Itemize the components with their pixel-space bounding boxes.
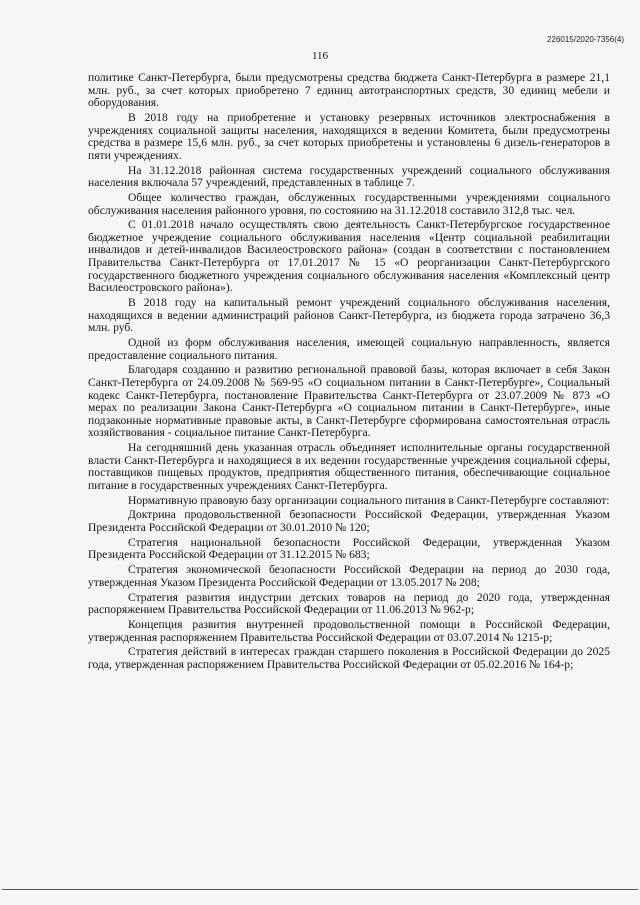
paragraph: На 31.12.2018 районная система государственных учреждений социального обслуживания населения включала 57 учреждений, представленных в таблице 7. — [88, 163, 610, 190]
paragraph: Одной из форм обслуживания населения, имеющей социальную направленность, является предоставление социального питания. — [88, 336, 610, 362]
page-bottom-edge — [2, 889, 638, 890]
list-item: Доктрина продовольственной безопасности Российской Федерации, утвержденная Указом Президента Российской Федерации от 30.01.2010 № 120; — [88, 508, 610, 535]
paragraph: Общее количество граждан, обслуженных государственными учреждениями социального обслуживания населения районного уровня, по состоянию на 31.12.2018 составило 312,8 тыс. чел. — [88, 190, 610, 217]
list-item: Стратегия развития индустрии детских товаров на период до 2020 года, утвержденная распоряжением Правительства Российской Федерации от 11.06.2013 № 962-р; — [88, 590, 610, 617]
paragraph: В 2018 году на капитальный ремонт учреждений социального обслуживания населения, находящихся в ведении администраций районов Санкт-Петербурга, из бюджета города затрачено 36,3 млн. руб. — [88, 296, 610, 335]
list-item: Стратегия экономической безопасности Российской Федерации на период до 2030 года, утвержденная Указом Президента Российской Федерации от 13.05.2017 № 208; — [88, 563, 610, 589]
paragraph: На сегодняшний день указанная отрасль объединяет исполнительные органы государственной власти Санкт-Петербурга и находящиеся в их ведении государственные учреждения социальной сферы, поставщиков пищевых продуктов, предприятия общественного питания, обеспечивающие социальное питание в государственных учреждениях Санкт-Петербурга. — [88, 441, 610, 492]
paragraph: Нормативную правовую базу организации социального питания в Санкт-Петербурге составляют: — [128, 493, 610, 507]
paragraph: С 01.01.2018 начало осуществлять свою деятельность Санкт-Петербургское государственное бюджетное учреждение социального обслуживания населения «Центр социальной реабилитации инвалидов и детей-инвалидов Василеостровского района» (создан в соответствии с постановлением Правительства Санкт-Петербурга от 17.01.2017 № 15 «О реорганизации Санкт-Петербургского государственного бюджетного учреждения социального обслуживания населения «Комплексный центр Василеостровского района»). — [88, 218, 610, 295]
paragraph: Благодаря созданию и развитию региональной правовой базы, которая включает в себя Закон Санкт-Петербурга от 24.09.2008 № 569-95 «О социальном питании в Санкт-Петербурге», Социальный кодекс Санкт-Петербурга, постановление Правительства Санкт-Петербурга от 23.07.2009 № 873 «О мерах по реализации Закона Санкт-Петербурга «О социальном питании в Санкт-Петербурге», иные подзаконные нормативные правовые акты, в Санкт-Петербурге сформирована самостоятельная отрасль хозяйствования - социальное питание Санкт-Петербурга. — [88, 363, 610, 440]
list-item: Стратегия действий в интересах граждан старшего поколения в Российской Федерации до 2025 года, утвержденная распоряжением Правительства Российской Федерации от 05.02.2016 № 164-р; — [88, 645, 610, 671]
list-item: Стратегия национальной безопасности Российской Федерации, утвержденная Указом Президента Российской Федерации от 31.12.2015 № 683; — [88, 535, 610, 562]
paragraph: политике Санкт-Петербурга, были предусмотрены средства бюджета Санкт-Петербурга в размере 21,1 млн. руб., за счет которых приобретено 7 единиц автотранспортных средств, 30 единиц мебели и оборудования. — [88, 71, 610, 110]
page-number: 116 — [311, 50, 329, 62]
document-id: 226015/2020-7356(4) — [547, 35, 624, 44]
document-body — [88, 72, 610, 674]
paragraph: В 2018 году на приобретение и установку резервных источников электроснабжения в учреждениях социальной защиты населения, находящихся в ведении Комитета, были предусмотрены средства в размере 15,6 млн. руб., за счет которых приобретены и установлены 6 дизель-генераторов в пяти учреждениях. — [88, 110, 610, 162]
list-item: Концепция развития внутренней продовольственной помощи в Российской Федерации, утвержденная распоряжением Правительства Российской Федерации от 03.07.2014 № 1215-р; — [88, 617, 610, 644]
